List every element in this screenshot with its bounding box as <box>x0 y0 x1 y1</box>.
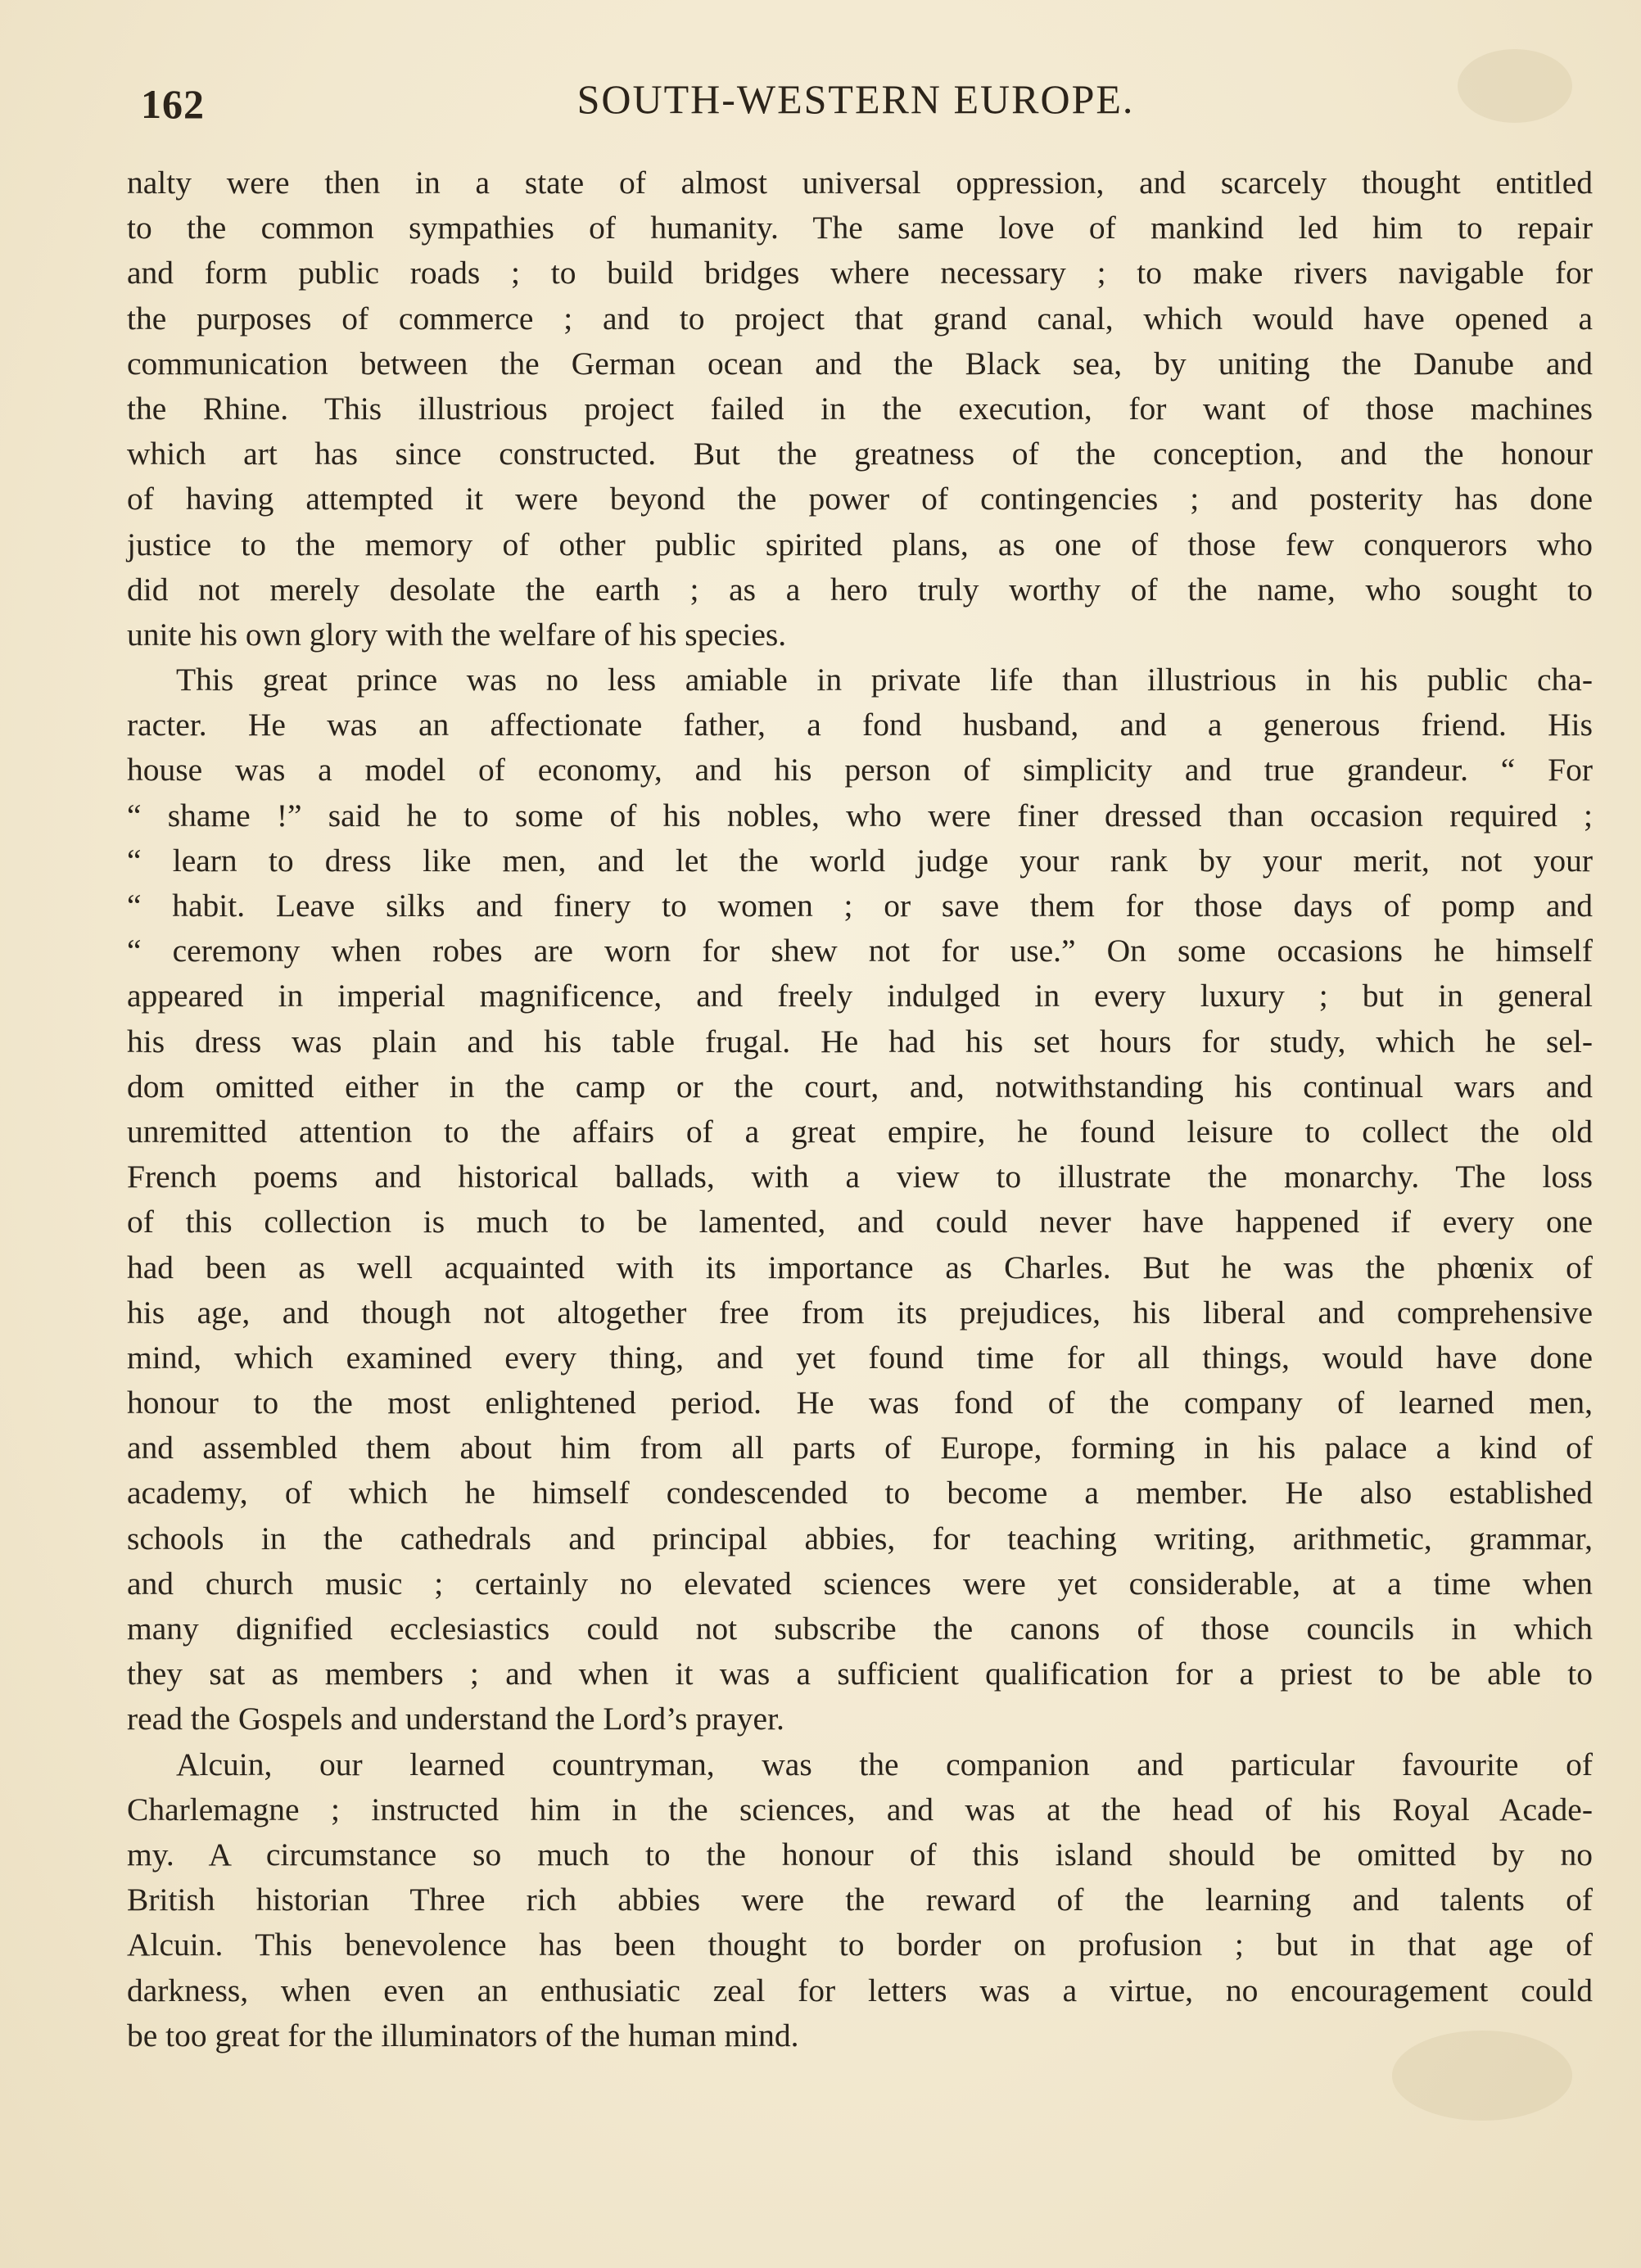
text-line: “ habit. Leave silks and finery to women ; or save them for those days of pomp and <box>127 888 1593 924</box>
text-line: had been as well acquainted with its importance as Charles. But he was the phœnix of <box>127 1249 1593 1285</box>
text-line: justice to the memory of other public spirited plans, as one of those few conquerors who <box>127 526 1593 562</box>
text-line: dom omitted either in the camp or the court, and, notwithstanding his continual wars and <box>127 1068 1593 1105</box>
paragraph <box>127 160 1593 657</box>
text-line: read the Gospels and understand the Lord’s prayer. <box>127 1701 784 1737</box>
text-line: and assembled them about him from all parts of Europe, forming in his palace a kind of <box>127 1430 1593 1466</box>
text-line: mind, which examined every thing, and yet found time for all things, would have done <box>127 1339 1593 1376</box>
text-line: and form public roads ; to build bridges where necessary ; to make rivers navigable for <box>127 255 1593 291</box>
text-line: my. A circumstance so much to the honour of this island should be omitted by no <box>127 1836 1593 1873</box>
running-head: SOUTH-WESTERN EUROPE. <box>576 76 1135 122</box>
text-line: “ ceremony when robes are worn for shew not for use.” On some occasions he himself <box>127 933 1593 969</box>
text-line: house was a model of economy, and his person of simplicity and true grandeur. “ For <box>127 752 1593 788</box>
text-line: and church music ; certainly no elevated sciences were yet considerable, at a time when <box>127 1565 1593 1602</box>
text-line: his dress was plain and his table frugal. He had his set hours for study, which he sel- <box>127 1023 1593 1059</box>
text-line: the Rhine. This illustrious project failed in the execution, for want of those machines <box>127 390 1593 427</box>
text-line: which art has since constructed. But the greatness of the conception, and the honour <box>127 436 1593 472</box>
text-line: unremitted attention to the affairs of a great empire, he found leisure to collect the old <box>127 1113 1593 1150</box>
text-line: his age, and though not altogether free from its prejudices, his liberal and comprehensive <box>127 1294 1593 1331</box>
text-line: nalty were then in a state of almost universal oppression, and scarcely thought entitled <box>127 165 1593 201</box>
text-line: Alcuin, our learned countryman, was the companion and particular favourite of <box>176 1746 1593 1782</box>
text-line: many dignified ecclesiastics could not subscribe the canons of those councils in which <box>127 1611 1593 1647</box>
text-line: racter. He was an affectionate father, a fond husband, and a generous friend. His <box>127 707 1593 743</box>
text-line: British historian Three rich abbies were the reward of the learning and talents of <box>127 1882 1593 1918</box>
text-line: French poems and historical ballads, with a view to illustrate the monarchy. The loss <box>127 1159 1593 1195</box>
text-line: did not merely desolate the earth ; as a hero truly worthy of the name, who sought to <box>127 571 1593 608</box>
text-line: honour to the most enlightened period. He was fond of the company of learned men, <box>127 1385 1593 1421</box>
text-line: to the common sympathies of humanity. The same love of mankind led him to repair <box>127 210 1593 246</box>
page-header <box>123 75 1589 133</box>
paragraph <box>127 657 1593 1742</box>
text-line: of this collection is much to be lamented, and could never have happened if every one <box>127 1204 1593 1240</box>
text-line: unite his own glory with the welfare of his species. <box>127 616 787 653</box>
text-line: communication between the German ocean and the Black sea, by uniting the Danube and <box>127 345 1593 382</box>
page-number: 162 <box>141 81 205 127</box>
text-line: “ learn to dress like men, and let the world judge your rank by your merit, not your <box>127 842 1593 879</box>
text-line: Alcuin. This benevolence has been thought to border on profusion ; but in that age of <box>127 1927 1593 1963</box>
text-line: academy, of which he himself condescended to become a member. He also established <box>127 1475 1593 1511</box>
text-line: schools in the cathedrals and principal abbies, for teaching writing, arithmetic, grammar, <box>127 1520 1593 1556</box>
text-line: appeared in imperial magnificence, and freely indulged in every luxury ; but in general <box>127 978 1593 1014</box>
paragraph <box>127 1742 1593 2058</box>
text-line: of having attempted it were beyond the power of contingencies ; and posterity has done <box>127 481 1593 517</box>
text-line: This great prince was no less amiable in private life than illustrious in his public cha- <box>176 662 1593 698</box>
text-line: be too great for the illuminators of the human mind. <box>127 2017 799 2053</box>
text-line: darkness, when even an enthusiatic zeal for letters was a virtue, no encouragement could <box>127 1972 1593 2008</box>
text-line: the purposes of commerce ; and to project that grand canal, which would have opened a <box>127 300 1593 337</box>
text-line: Charlemagne ; instructed him in the sciences, and was at the head of his Royal Acade- <box>127 1791 1593 1828</box>
body-text <box>127 160 1593 2058</box>
text-line: “ shame !” said he to some of his nobles, who were finer dressed than occasion required ; <box>127 797 1593 834</box>
text-line: they sat as members ; and when it was a sufficient qualification for a priest to be able to <box>127 1656 1593 1692</box>
